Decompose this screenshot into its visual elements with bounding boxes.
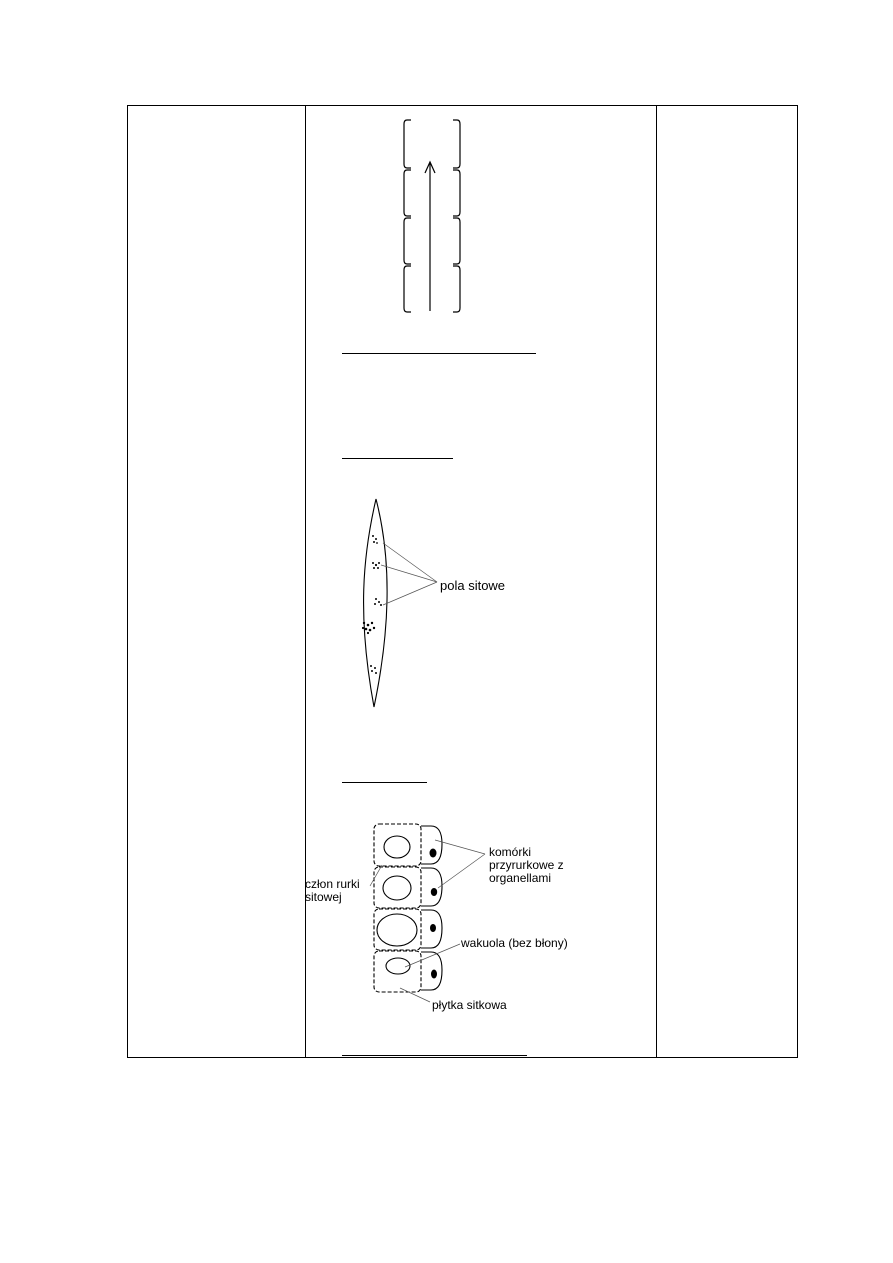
- vessel-diagram: [395, 115, 470, 320]
- vacuole-label: wakuola (bez błony): [461, 936, 568, 950]
- column-divider-left: [305, 106, 306, 1057]
- sieve-plate-label: płytka sitkowa: [432, 998, 507, 1012]
- answer-line-4: [342, 1055, 527, 1056]
- companion-cells-label: komórki przyrurkowe z organellami: [489, 845, 564, 885]
- answer-line-3: [342, 782, 427, 783]
- sieve-tube-member-label: człon rurki sitowej: [305, 877, 360, 904]
- answer-line-1: [342, 353, 536, 354]
- leader-lines: [330, 830, 500, 1010]
- answer-line-2: [342, 458, 453, 459]
- column-divider-right: [656, 106, 657, 1057]
- sieve-cell-diagram: [355, 495, 485, 715]
- sieve-areas-label: pola sitowe: [440, 578, 506, 593]
